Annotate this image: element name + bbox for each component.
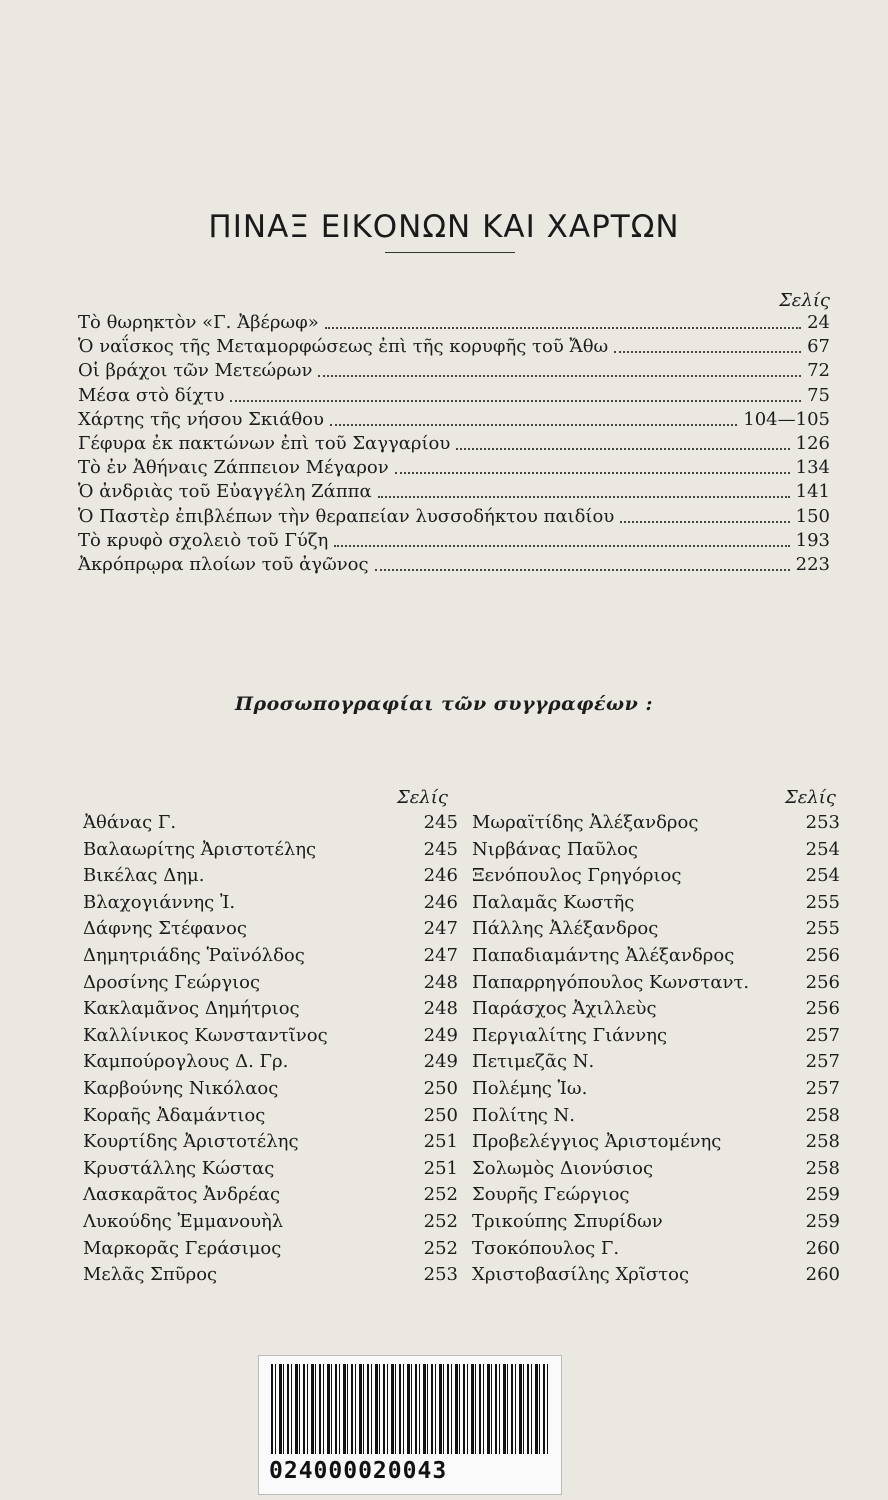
author-name: Κουρτίδης Ἀριστοτέλης — [83, 1131, 299, 1153]
author-page: 254 — [805, 838, 840, 860]
author-row — [83, 945, 458, 972]
author-page: 250 — [423, 1104, 458, 1126]
author-page: 255 — [805, 918, 840, 940]
toc-row — [78, 409, 830, 433]
authors-right-page-header: Σελίς — [785, 787, 836, 808]
author-page: 252 — [423, 1210, 458, 1232]
toc-row — [78, 312, 830, 336]
author-name: Λυκούδης Ἐμμανουὴλ — [83, 1210, 284, 1232]
author-page: 245 — [423, 838, 458, 860]
author-row — [83, 1078, 458, 1105]
author-page: 252 — [423, 1184, 458, 1206]
author-row — [472, 1211, 840, 1238]
toc-row — [78, 336, 830, 360]
toc-label: Γέφυρα ἐκ πακτώνων ἐπὶ τοῦ Σαγγαρίου — [78, 432, 451, 454]
toc-label: Τὸ ἐν Ἀθήναις Ζάππειον Μέγαρον — [78, 457, 389, 479]
author-page: 257 — [805, 1051, 840, 1073]
author-row — [83, 839, 458, 866]
dot-leader — [375, 569, 790, 571]
toc-label: Ἀκρόπρῳρα πλοίων τοῦ ἀγῶνος — [78, 553, 369, 575]
author-name: Κρυστάλλης Κώστας — [83, 1157, 275, 1179]
barcode-number: 024000020043 — [269, 1458, 448, 1484]
authors-section-title: Προσωπογραφίαι τῶν συγγραφέων : — [235, 693, 653, 715]
toc-page-column-header: Σελίς — [779, 290, 830, 311]
author-row — [83, 918, 458, 945]
toc-page: 126 — [795, 432, 830, 454]
dot-leader — [620, 521, 789, 523]
author-row — [83, 1211, 458, 1238]
author-page: 253 — [805, 812, 840, 833]
toc-row — [78, 481, 830, 505]
author-row — [472, 972, 840, 999]
author-name: Περγιαλίτης Γιάννης — [472, 1024, 668, 1046]
toc-row — [78, 360, 830, 384]
author-page: 246 — [423, 891, 458, 913]
author-name: Σολωμὸς Διονύσιος — [472, 1157, 654, 1179]
author-row — [83, 892, 458, 919]
author-name: Πάλλης Ἀλέξανδρος — [472, 918, 659, 940]
dot-leader — [614, 351, 801, 353]
toc-page: 141 — [795, 481, 830, 503]
toc-label: Χάρτης τῆς νήσου Σκιάθου — [78, 408, 324, 430]
author-row — [472, 1264, 840, 1291]
author-row — [83, 1184, 458, 1211]
title-divider — [385, 252, 515, 253]
toc-row — [78, 457, 830, 481]
toc-page: 75 — [807, 384, 830, 406]
author-page: 248 — [423, 971, 458, 993]
author-name: Πολίτης Ν. — [472, 1104, 576, 1126]
author-name: Καρβούνης Νικόλαος — [83, 1077, 279, 1099]
author-row — [472, 1238, 840, 1265]
author-name: Παπαδιαμάντης Ἀλέξανδρος — [472, 944, 735, 966]
author-page: 258 — [805, 1131, 840, 1153]
dot-leader — [395, 472, 790, 474]
author-row — [83, 812, 458, 839]
toc-row — [78, 385, 830, 409]
author-page: 250 — [423, 1077, 458, 1099]
author-row — [83, 1158, 458, 1185]
author-page: 249 — [423, 1051, 458, 1073]
toc-label: Μέσα στὸ δίχτυ — [78, 384, 225, 406]
author-name: Μαρκορᾶς Γεράσιμος — [83, 1237, 282, 1259]
author-name: Νιρβάνας Παῦλος — [472, 838, 638, 860]
author-name: Βαλαωρίτης Ἀριστοτέλης — [83, 838, 317, 860]
author-page: 252 — [423, 1237, 458, 1259]
author-name: Καμπούρογλους Δ. Γρ. — [83, 1051, 289, 1073]
author-page: 248 — [423, 998, 458, 1020]
author-name: Δημητριάδης Ῥαϊνόλδος — [83, 944, 305, 966]
dot-leader — [318, 375, 801, 377]
toc-row — [78, 433, 830, 457]
author-page: 257 — [805, 1024, 840, 1046]
author-row — [472, 1105, 840, 1132]
author-row — [83, 1131, 458, 1158]
author-row — [83, 1051, 458, 1078]
author-name: Παλαμᾶς Κωστῆς — [472, 891, 635, 913]
author-page: 258 — [805, 1104, 840, 1126]
toc-page: 24 — [807, 312, 830, 333]
author-name: Μωραϊτίδης Ἀλέξανδρος — [472, 812, 699, 833]
author-page: 253 — [423, 1264, 458, 1286]
toc-row — [78, 530, 830, 554]
author-page: 259 — [805, 1184, 840, 1206]
authors-right-column — [472, 812, 840, 1291]
author-name: Παπαρρηγόπουλος Κωνσταντ. — [472, 971, 750, 993]
toc-page: 193 — [795, 529, 830, 551]
toc-page: 72 — [807, 360, 830, 382]
toc-page: 134 — [795, 457, 830, 479]
authors-left-page-header: Σελίς — [397, 787, 448, 808]
author-row — [472, 812, 840, 839]
author-row — [83, 998, 458, 1025]
author-row — [472, 1025, 840, 1052]
dot-leader — [325, 327, 801, 329]
dot-leader — [334, 545, 789, 547]
author-row — [83, 972, 458, 999]
author-row — [472, 1078, 840, 1105]
author-row — [83, 865, 458, 892]
author-name: Παράσχος Ἀχιλλεὺς — [472, 998, 657, 1020]
author-row — [472, 1131, 840, 1158]
author-row — [472, 1184, 840, 1211]
dot-leader — [230, 400, 801, 402]
author-row — [472, 918, 840, 945]
dot-leader — [378, 496, 790, 498]
dot-leader — [456, 448, 789, 450]
author-row — [472, 1051, 840, 1078]
author-row — [472, 865, 840, 892]
author-page: 259 — [805, 1210, 840, 1232]
author-name: Σουρῆς Γεώργιος — [472, 1184, 630, 1206]
author-name: Κοραῆς Ἀδαμάντιος — [83, 1104, 266, 1126]
author-name: Βικέλας Δημ. — [83, 865, 205, 887]
author-page: 247 — [423, 918, 458, 940]
authors-left-column — [83, 812, 458, 1291]
illustrations-list — [78, 312, 830, 578]
author-name: Λασκαρᾶτος Ἀνδρέας — [83, 1184, 281, 1206]
author-row — [472, 998, 840, 1025]
toc-label: Ὁ ναΐσκος τῆς Μεταμορφώσεως ἐπὶ τῆς κορυφῆς τοῦ Ἄθω — [78, 336, 609, 358]
toc-label: Ὁ ἀνδριὰς τοῦ Εὐαγγέλη Ζάππα — [78, 481, 372, 503]
author-name: Χριστοβασίλης Χρῖστος — [472, 1264, 690, 1286]
author-page: 247 — [423, 944, 458, 966]
author-row — [83, 1238, 458, 1265]
author-name: Μελᾶς Σπῦρος — [83, 1264, 218, 1286]
author-row — [472, 945, 840, 972]
toc-page: 150 — [795, 505, 830, 527]
author-page: 257 — [805, 1077, 840, 1099]
author-row — [83, 1264, 458, 1291]
toc-label: Τὸ θωρηκτὸν «Γ. Ἀβέρωφ» — [78, 312, 319, 333]
author-name: Πετιμεζᾶς Ν. — [472, 1051, 595, 1073]
author-page: 260 — [805, 1237, 840, 1259]
author-page: 256 — [805, 971, 840, 993]
toc-row — [78, 554, 830, 578]
toc-label: Τὸ κρυφὸ σχολειὸ τοῦ Γύζη — [78, 529, 329, 551]
author-page: 251 — [423, 1131, 458, 1153]
author-row — [472, 892, 840, 919]
author-name: Δάφνης Στέφανος — [83, 918, 247, 940]
author-page: 255 — [805, 891, 840, 913]
author-name: Βλαχογιάννης Ἰ. — [83, 891, 236, 913]
author-page: 249 — [423, 1024, 458, 1046]
author-name: Προβελέγγιος Ἀριστομένης — [472, 1131, 722, 1153]
author-row — [83, 1025, 458, 1052]
author-name: Ξενόπουλος Γρηγόριος — [472, 865, 682, 887]
toc-label: Οἱ βράχοι τῶν Μετεώρων — [78, 360, 313, 382]
author-name: Κακλαμᾶνος Δημήτριος — [83, 998, 300, 1020]
author-page: 254 — [805, 865, 840, 887]
author-name: Καλλίνικος Κωνσταντῖνος — [83, 1024, 328, 1046]
author-page: 260 — [805, 1264, 840, 1286]
toc-label: Ὁ Παστὲρ ἐπιβλέπων τὴν θεραπείαν λυσσοδήκτου παιδίου — [78, 505, 615, 527]
author-page: 256 — [805, 944, 840, 966]
library-barcode-label — [258, 1355, 562, 1495]
author-page: 256 — [805, 998, 840, 1020]
barcode-bars — [271, 1364, 549, 1454]
author-page: 258 — [805, 1157, 840, 1179]
toc-row — [78, 506, 830, 530]
author-row — [83, 1105, 458, 1132]
author-row — [472, 839, 840, 866]
author-page: 251 — [423, 1157, 458, 1179]
author-page: 245 — [423, 812, 458, 833]
author-name: Πολέμης Ἰω. — [472, 1077, 588, 1099]
toc-page: 67 — [807, 336, 830, 358]
author-name: Δροσίνης Γεώργιος — [83, 971, 261, 993]
toc-page: 104—105 — [743, 408, 830, 430]
author-name: Τρικούπης Σπυρίδων — [472, 1210, 663, 1232]
dot-leader — [330, 424, 737, 426]
author-page: 246 — [423, 865, 458, 887]
author-row — [472, 1158, 840, 1185]
author-name: Τσοκόπουλος Γ. — [472, 1237, 620, 1259]
author-name: Ἀθάνας Γ. — [83, 812, 177, 833]
page-title: ΠΙΝΑΞ ΕΙΚΟΝΩΝ ΚΑΙ ΧΑΡΤΩΝ — [208, 208, 680, 245]
toc-page: 223 — [795, 553, 830, 575]
